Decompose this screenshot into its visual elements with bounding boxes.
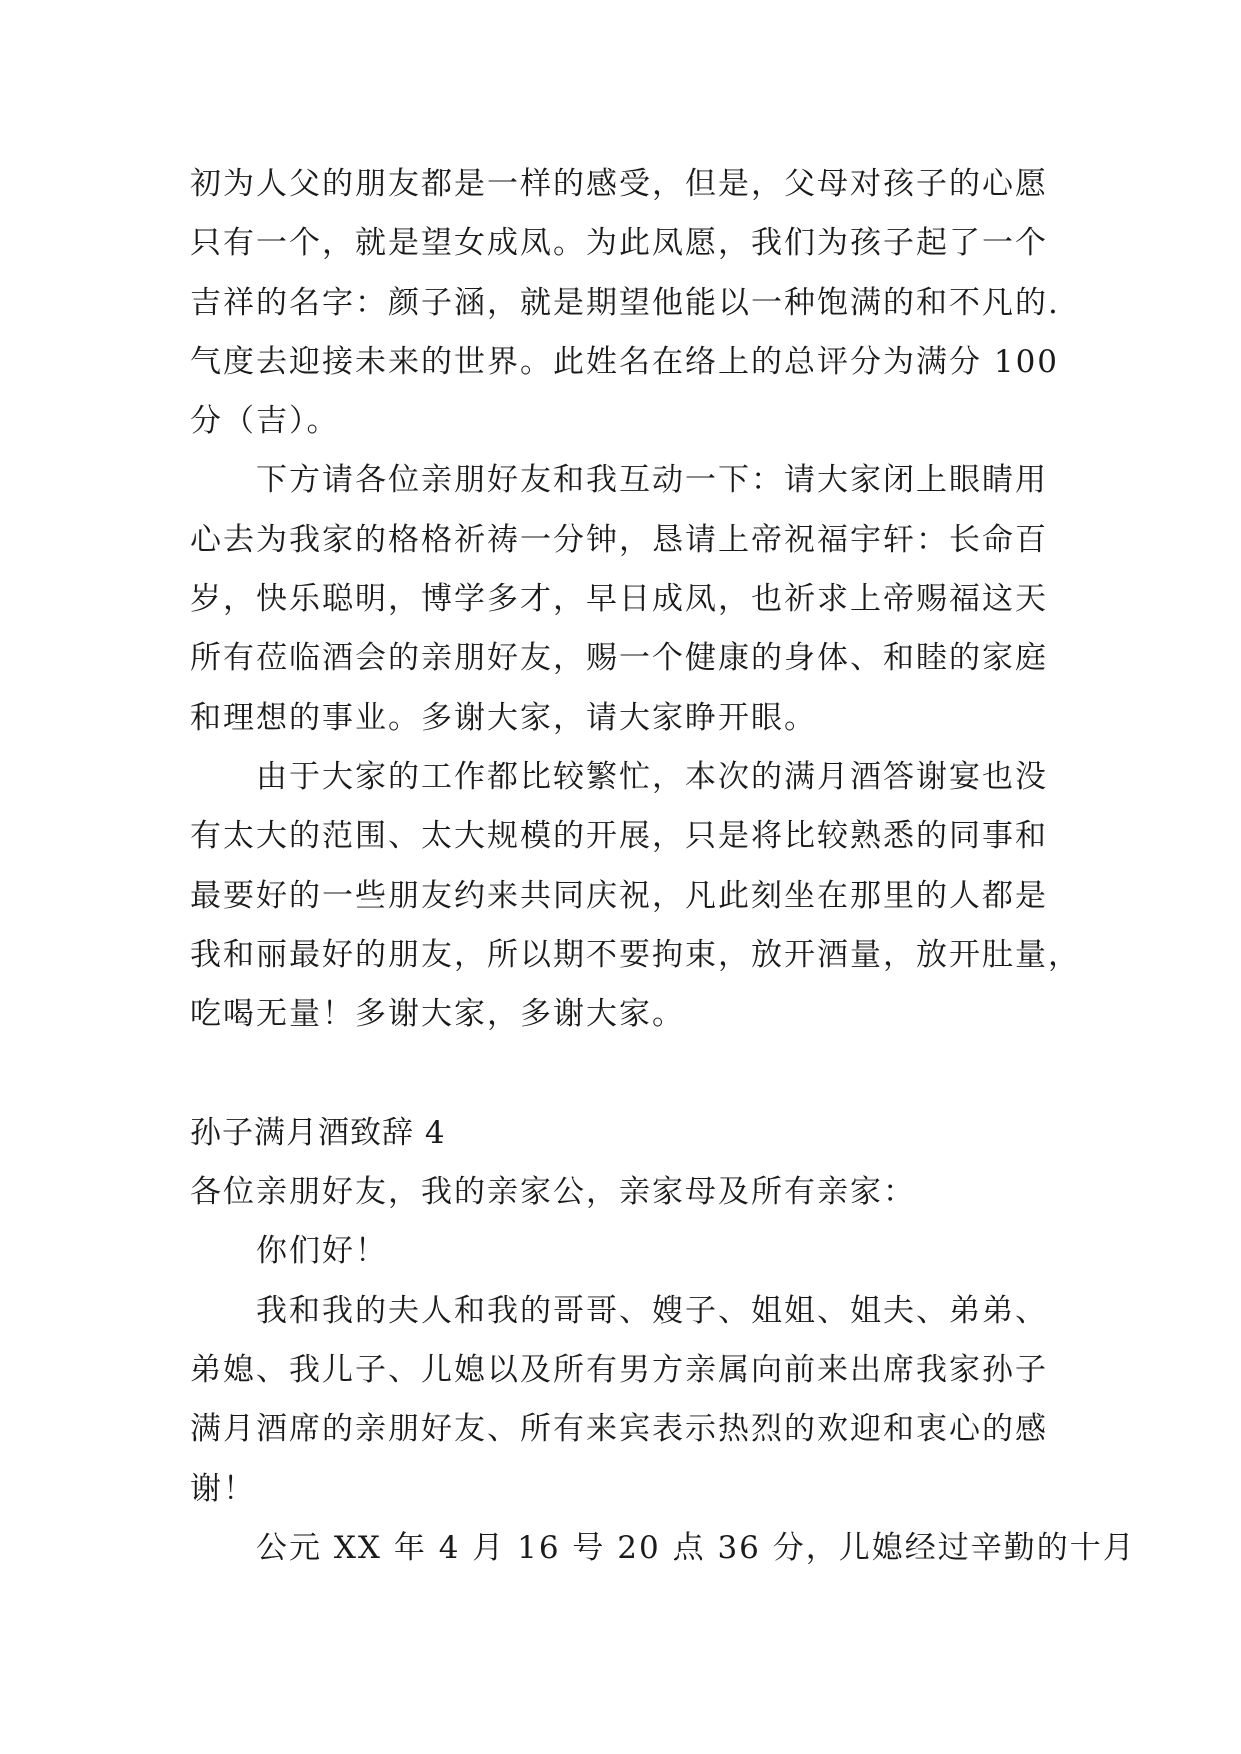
text-line: 心去为我家的格格祈祷一分钟，恳请上帝祝福宇轩：长命百	[190, 521, 1048, 558]
paragraph-birth	[190, 1519, 1136, 1578]
document-page	[190, 155, 1136, 1578]
text-line: 最要好的一些朋友约来共同庆祝，凡此刻坐在那里的人都是	[190, 877, 1048, 914]
text-line: 气度去迎接未来的世界。此姓名在络上的总评分为满分 100	[190, 343, 1060, 380]
text-line: 吉祥的名字：颜子涵，就是期望他能以一种饱满的和不凡的.	[190, 284, 1060, 321]
text-line: 有太大的范围、太大规模的开展，只是将比较熟悉的同事和	[190, 818, 1048, 855]
paragraph-thanks	[190, 748, 1081, 1044]
text-line: 我和我的夫人和我的哥哥、嫂子、姐姐、姐夫、弟弟、	[256, 1292, 1048, 1329]
text-line: 下方请各位亲朋好友和我互动一下：请大家闭上眼睛用	[256, 462, 1048, 499]
greeting: 你们好！	[256, 1233, 388, 1270]
text-line: 谢！	[190, 1470, 256, 1507]
text-line: 我和丽最好的朋友，所以期不要拘束，放开酒量，放开肚量，	[190, 936, 1081, 973]
text-line: 分（吉）。	[190, 403, 340, 440]
text-line: 所有莅临酒会的亲朋好友，赐一个健康的身体、和睦的家庭	[190, 640, 1048, 677]
section-heading: 孙子满月酒致辞 4	[190, 1114, 446, 1151]
text-line: 和理想的事业。多谢大家，请大家睁开眼。	[190, 699, 817, 736]
paragraph-prayer	[190, 451, 1070, 747]
salutation: 各位亲朋好友，我的亲家公，亲家母及所有亲家：	[190, 1174, 916, 1211]
text-line: 吃喝无量！多谢大家，多谢大家。	[190, 996, 685, 1033]
paragraph-continued	[190, 155, 1070, 451]
text-line: 满月酒席的亲朋好友、所有来宾表示热烈的欢迎和衷心的感	[190, 1411, 1048, 1448]
text-line: 岁，快乐聪明，博学多才，早日成凤，也祈求上帝赐福这天	[190, 581, 1048, 618]
text-line: 由于大家的工作都比较繁忙，本次的满月酒答谢宴也没	[256, 758, 1048, 795]
blank-line	[190, 1044, 1070, 1103]
text-line: 公元 XX 年 4 月 16 号 20 点 36 分，儿媳经过辛勤的十月	[256, 1529, 1136, 1566]
text-line: 初为人父的朋友都是一样的感受，但是，父母对孩子的心愿	[190, 166, 1048, 202]
text-line: 弟媳、我儿子、儿媳以及所有男方亲属向前来出席我家孙子	[190, 1351, 1048, 1388]
text-line: 只有一个，就是望女成凤。为此凤愿，我们为孩子起了一个	[190, 225, 1048, 262]
paragraph-welcome	[190, 1282, 1070, 1519]
